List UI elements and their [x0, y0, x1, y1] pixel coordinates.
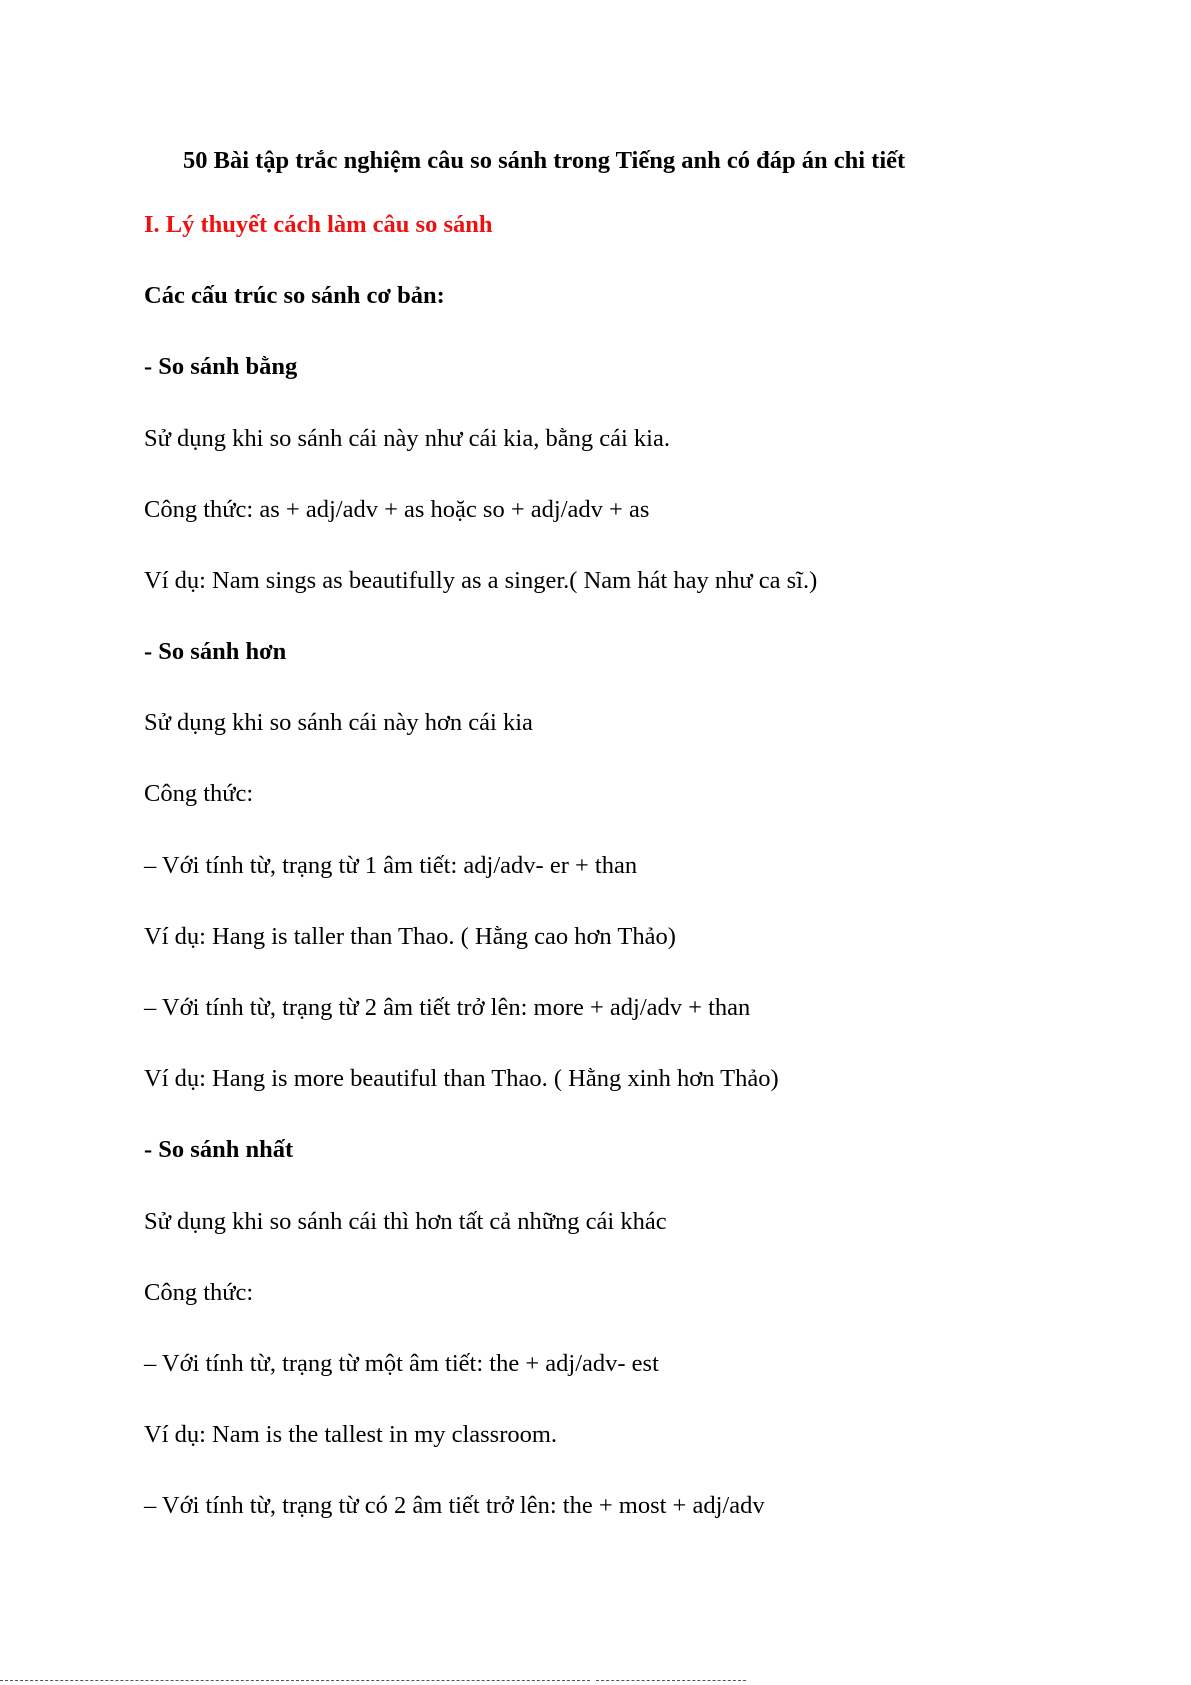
footer-divider	[596, 1680, 746, 1681]
paragraph-line: Sử dụng khi so sánh cái này như cái kia, bằng cái kia.	[144, 425, 670, 452]
paragraph-line: Công thức:	[144, 780, 254, 807]
paragraph-line: – Với tính từ, trạng từ một âm tiết: the + adj/adv- est	[144, 1350, 659, 1377]
section-heading: I. Lý thuyết cách làm câu so sánh	[144, 211, 493, 238]
document-title: 50 Bài tập trắc nghiệm câu so sánh trong Tiếng anh có đáp án chi tiết	[183, 147, 906, 174]
heading-comparative: - So sánh hơn	[144, 638, 287, 665]
heading-superlative: - So sánh nhất	[144, 1136, 294, 1163]
paragraph-line: Ví dụ: Hang is more beautiful than Thao. ( Hằng xinh hơn Thảo)	[144, 1065, 779, 1092]
paragraph-line: Ví dụ: Nam is the tallest in my classroom.	[144, 1421, 558, 1448]
paragraph-line: – Với tính từ, trạng từ 2 âm tiết trở lên: more + adj/adv + than	[144, 994, 751, 1021]
subheading: Các cấu trúc so sánh cơ bản:	[144, 282, 445, 309]
paragraph-line: – Với tính từ, trạng từ 1 âm tiết: adj/adv- er + than	[144, 852, 638, 879]
paragraph-line: Công thức:	[144, 1279, 254, 1306]
paragraph-line: Ví dụ: Hang is taller than Thao. ( Hằng cao hơn Thảo)	[144, 923, 676, 950]
paragraph-line: Công thức: as + adj/adv + as hoặc so + adj/adv + as	[144, 496, 650, 523]
footer-divider	[0, 1680, 590, 1681]
paragraph-line: Ví dụ: Nam sings as beautifully as a singer.( Nam hát hay như ca sĩ.)	[144, 567, 818, 594]
heading-equal-comparison: - So sánh bằng	[144, 353, 298, 380]
paragraph-line: – Với tính từ, trạng từ có 2 âm tiết trở lên: the + most + adj/adv	[144, 1492, 765, 1519]
paragraph-line: Sử dụng khi so sánh cái này hơn cái kia	[144, 709, 533, 736]
paragraph-line: Sử dụng khi so sánh cái thì hơn tất cả những cái khác	[144, 1208, 667, 1235]
